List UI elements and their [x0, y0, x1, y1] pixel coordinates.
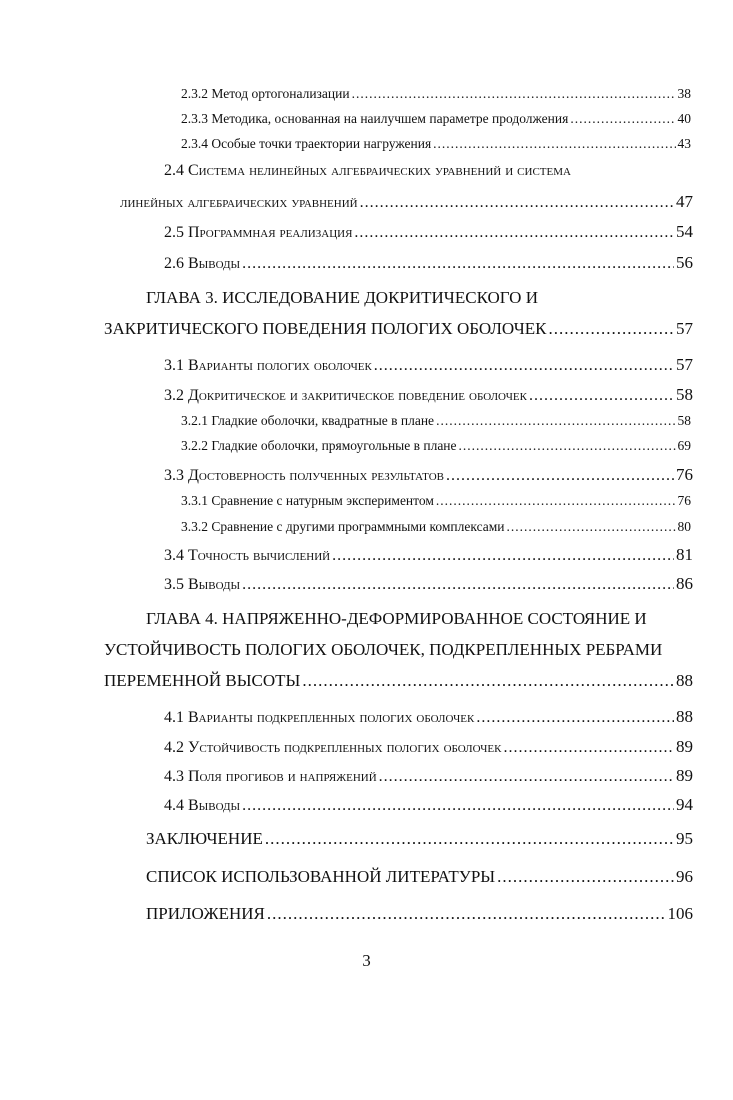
toc-page-number: 86	[676, 574, 693, 593]
toc-entry-2-5[interactable]	[164, 222, 693, 242]
toc-entry-3-2-2[interactable]	[181, 438, 691, 454]
toc-entry-title: 3.5 Выводы	[164, 576, 241, 593]
toc-page-number: 96	[676, 867, 693, 886]
dot-leader	[379, 768, 674, 786]
toc-page-number: 94	[676, 795, 693, 814]
toc-entry-title: Метод ортогонализации	[211, 86, 350, 101]
toc-entry-title: ЗАКЛЮЧЕНИЕ	[146, 829, 263, 848]
toc-entry-4-3[interactable]	[164, 766, 693, 786]
toc-entry-3-4[interactable]	[164, 545, 693, 565]
toc-entry-title: 4.4 Выводы	[164, 797, 241, 814]
dot-leader	[548, 319, 674, 339]
toc-entry-title: 4.1 Варианты подкрепленных пологих оболочек	[164, 709, 475, 726]
toc-page-number: 88	[676, 671, 693, 690]
toc-entry-title: 2.6 Выводы	[164, 255, 241, 272]
toc-entry-2-3-3[interactable]	[181, 111, 691, 127]
dot-leader	[433, 136, 675, 152]
toc-entry-title: 3.2.2 Гладкие оболочки, прямоугольные в плане	[181, 438, 457, 453]
toc-entry-references[interactable]	[146, 867, 693, 887]
toc-entry-2-4-line2[interactable]	[120, 192, 693, 212]
toc-entry-title: 3.3.1 Сравнение с натурным экспериментом	[181, 493, 434, 508]
dot-leader	[507, 519, 676, 535]
dot-leader	[332, 547, 674, 565]
dot-leader	[354, 224, 674, 242]
dot-leader	[267, 904, 666, 924]
toc-page-number: 81	[676, 545, 693, 564]
toc-entry-3-1[interactable]	[164, 355, 693, 375]
toc-page-number: 76	[677, 493, 691, 508]
toc-page-number: 40	[677, 111, 691, 126]
dot-leader	[570, 111, 675, 127]
toc-entry-title: СПИСОК ИСПОЛЬЗОВАННОЙ ЛИТЕРАТУРЫ	[146, 867, 496, 886]
dot-leader	[242, 797, 674, 815]
toc-entry-title: ПЕРЕМЕННОЙ ВЫСОТЫ	[104, 671, 301, 690]
toc-entry-title: линейных алгебраических уравнений	[120, 194, 358, 211]
dot-leader	[360, 194, 674, 212]
toc-entry-conclusion[interactable]	[146, 829, 693, 849]
toc-entry-title: 3.2 Докритическое и закритическое поведение оболочек	[164, 387, 527, 404]
toc-entry-title: 2.5 Программная реализация	[164, 224, 353, 241]
toc-page-number: 76	[676, 465, 693, 484]
toc-entry-2-3-4[interactable]	[181, 136, 691, 152]
toc-entry-4-4[interactable]	[164, 795, 693, 815]
toc-entry-2-6[interactable]	[164, 253, 693, 273]
toc-entry-title: 4.3 Поля прогибов и напряжений	[164, 768, 377, 785]
toc-page-number: 69	[677, 438, 691, 453]
toc-page-number: 58	[676, 385, 693, 404]
toc-page-number: 54	[676, 222, 693, 241]
toc-entry-title: Методика, основанная на наилучшем параметре продолжения	[211, 111, 569, 126]
dot-leader	[352, 86, 676, 102]
toc-page-number: 80	[677, 519, 691, 534]
dot-leader	[302, 671, 674, 691]
toc-entry-number: 2.3.3	[181, 111, 208, 126]
toc-page-number: 57	[676, 319, 693, 338]
toc-page-number: 95	[676, 829, 693, 848]
toc-entry-number: 2.3.4	[181, 136, 208, 151]
toc-entry-title: 3.3.2 Сравнение с другими программными комплексами	[181, 519, 505, 534]
dot-leader	[374, 357, 674, 375]
toc-chapter-3-line2[interactable]	[104, 319, 693, 339]
dot-leader	[446, 467, 674, 485]
toc-entry-appendix[interactable]	[146, 904, 693, 924]
toc-entry-title: Особые точки траектории нагружения	[211, 136, 432, 151]
toc-page-number: 88	[676, 707, 693, 726]
toc-entry-4-2[interactable]	[164, 737, 693, 757]
toc-page-number: 58	[677, 413, 691, 428]
toc-chapter-4-line2[interactable]: УСТОЙЧИВОСТЬ ПОЛОГИХ ОБОЛОЧЕК, ПОДКРЕПЛЕННЫХ РЕБРАМИ	[104, 640, 663, 659]
toc-page-number: 56	[676, 253, 693, 272]
dot-leader	[436, 413, 675, 429]
dot-leader	[497, 867, 674, 887]
toc-page-number: 43	[677, 136, 691, 151]
toc-entry-2-4-line1[interactable]: 2.4 Система нелинейных алгебраических уравнений и система	[164, 162, 571, 179]
dot-leader	[529, 387, 674, 405]
toc-entry-3-3-2[interactable]	[181, 519, 691, 535]
toc-entry-title: ЗАКРИТИЧЕСКОГО ПОВЕДЕНИЯ ПОЛОГИХ ОБОЛОЧЕК	[104, 319, 547, 338]
toc-entry-title: 3.3 Достоверность полученных результатов	[164, 467, 445, 484]
toc-page-number: 57	[676, 355, 693, 374]
toc-entry-title: 3.1 Варианты пологих оболочек	[164, 357, 372, 374]
dot-leader	[436, 493, 676, 509]
toc-page-number: 89	[676, 737, 693, 756]
toc-entry-3-3[interactable]	[164, 465, 693, 485]
dot-leader	[242, 255, 674, 273]
dot-leader	[503, 739, 674, 757]
toc-entry-3-3-1[interactable]	[181, 493, 691, 509]
toc-entry-title: 3.2.1 Гладкие оболочки, квадратные в плане	[181, 413, 435, 428]
toc-page-number: 47	[676, 192, 693, 211]
toc-entry-title: 4.2 Устойчивость подкрепленных пологих оболочек	[164, 739, 502, 756]
toc-entry-4-1[interactable]	[164, 707, 693, 727]
toc-entry-title: 3.4 Точность вычислений	[164, 547, 331, 564]
dot-leader	[459, 438, 676, 454]
toc-chapter-4-line3[interactable]	[104, 671, 693, 691]
dot-leader	[476, 709, 674, 727]
toc-entry-2-3-2[interactable]	[181, 86, 691, 102]
dot-leader	[265, 829, 674, 849]
toc-entry-title: ПРИЛОЖЕНИЯ	[146, 904, 265, 923]
toc-page-number: 38	[677, 86, 691, 101]
toc-entry-3-2-1[interactable]	[181, 413, 691, 429]
toc-chapter-4-line1[interactable]: ГЛАВА 4. НАПРЯЖЕННО-ДЕФОРМИРОВАННОЕ СОСТОЯНИЕ И	[146, 609, 647, 628]
toc-chapter-3-line1[interactable]: ГЛАВА 3. ИССЛЕДОВАНИЕ ДОКРИТИЧЕСКОГО И	[146, 288, 538, 307]
dot-leader	[242, 576, 674, 594]
page-number: 3	[362, 951, 371, 970]
toc-entry-3-5[interactable]	[164, 574, 693, 594]
toc-entry-number: 2.3.2	[181, 86, 208, 101]
toc-page-number: 89	[676, 766, 693, 785]
toc-page-number: 106	[667, 904, 693, 923]
toc-entry-3-2[interactable]	[164, 385, 693, 405]
